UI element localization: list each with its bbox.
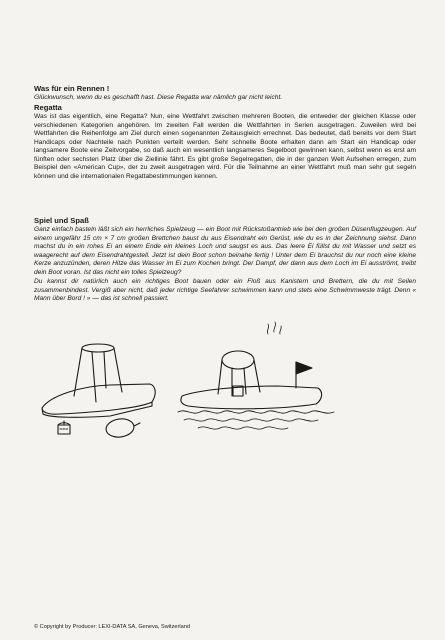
spiel-text-1: Ganz einfach basteln läßt sich ein herrliches Spielzeug — ein Boot mit Rückstoßantrieb wie bei den großen Düsenflugzeugen. Auf einem ungefähr 15 cm × 7 cm großen Brettchen baust du aus Eisendraht ein Gerüst, wie du es in der Zeichnung siehst. Dann machst du in ein rohes Ei an einem Ende ein kleines Loch und saugst es aus. Das leere Ei füllst du mit Wasser und setzt es waagerecht auf dem Eisendrahtgestell. Jetzt ist dein Boot schon beinahe fertig ! Unter dem Ei brauchst du nur noch eine kleine Kerze anzuzünden, deren Hitze das Wasser im Ei zum Kochen bringt. Der Dampf, der dann aus dem Loch im Ei ausströmt, treibt dein Boot voran. Ist das nicht ein tolles Spielzeug? — [34, 226, 416, 276]
spiel-heading: Spiel und Spaß — [34, 216, 89, 225]
regatta-heading: Regatta — [34, 103, 62, 112]
boat-frame-drawing — [40, 330, 170, 450]
spiel-text-2: Du kannst dir natürlich auch ein richtiges Boot bauen oder ein Floß aus Kanistern und Brettern, die du mit Seilen zusammenbindest. Vergiß aber nicht, daß jeder richtige Seefahrer schwimmen kann und stets eine Schwimmweste trägt. Denn « Mann über Bord ! » — das ist schnell passiert. — [34, 278, 416, 303]
steam-boat-drawing — [178, 320, 338, 440]
intro-section — [34, 84, 416, 103]
intro-text: Glückwunsch, wenn du es geschafft hast. Diese Regatta war nämlich gar nicht leicht. — [34, 94, 283, 101]
regatta-section — [34, 103, 416, 181]
regatta-text: Was ist das eigentlich, eine Regatta? Nun, eine Wettfahrt zwischen mehreren Booten, die entweder der gleichen Klasse oder verschiedenen Kategorien angehören. Im zweiten Fall werden die Wettfahrten in Serien ausgetragen. Zuweilen wird bei Wettfahrten die Reihenfolge am Ziel durch einen sogenannten Zeitausgleich errechnet. Das bedeutet, daß bereits vor dem Start Handicaps oder Nachteile nach Punkten verteilt werden. Sehr schnelle Boote erhalten dann am Start ein Handicap oder langsamere Boote eine Zeitvorgabe, so daß auch ein wesentlich langsameres Segelboot gewinnen kann, selbst wenn es erst am fünften oder sechsten Platz über die Ziellinie fährt. Es gibt große Segelregatten, die in der ganzen Welt Aufsehen erregen, zum Beispiel den «American Cup», der zu zweit ausgetragen wird. Für die Teilnahme an einer Wettfahrt muß man sehr gut segeln können und die internationalen Regattabestimmungen kennen. — [34, 113, 416, 180]
intro-heading: Was für ein Rennen ! — [34, 84, 110, 93]
spiel-section — [34, 216, 416, 304]
copyright-footer: © Copyright by Producer: LEXI-DATA SA, Geneva, Switzerland — [34, 624, 190, 630]
